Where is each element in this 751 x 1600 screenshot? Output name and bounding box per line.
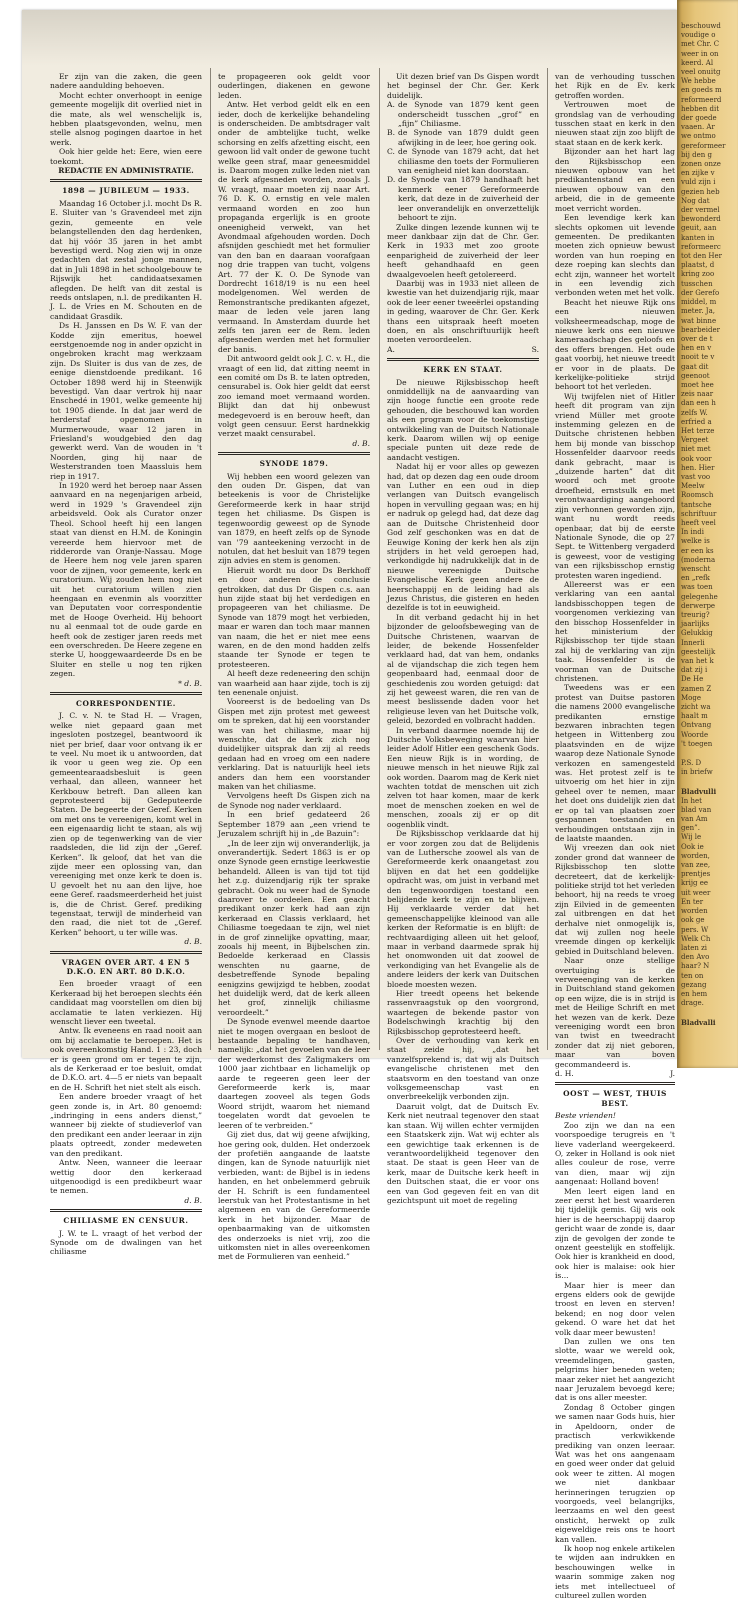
article-heading-chiliasme: CHILIASME EN CENSUUR.: [63, 1216, 189, 1226]
flap-line: tusschen: [681, 279, 713, 288]
adjacent-page-text: [681, 22, 751, 1028]
divider: [555, 1084, 675, 1085]
article-paragraph: In verband daarmee noemde hij de Duitsche Volksbeweging waarvan hier leider Adolf Hitler een geschenk Gods. Een nieuw Rijk is in wording, de nieuwe mensch in het nieuwe Rijk zal ook worden. Daarom mag de Kerk niet wachten totdat de menschen uit zich zelven tot haar komen, maar de kerk moet de menschen zoeken en wel de menschen, zooals zij er op dit oogenblik vindt.: [387, 725, 539, 829]
flap-line: Gelukkig: [681, 629, 713, 638]
newspaper-page: [22, 10, 677, 1600]
divider: [50, 179, 202, 180]
article-heading-kerk-en-staat: KERK EN STAAT.: [423, 365, 503, 375]
divider: [387, 358, 539, 359]
flap-line: weer in on: [681, 49, 719, 58]
flap-line: tot den Her: [681, 252, 723, 261]
flap-line: Ook ie: [681, 842, 704, 851]
article-paragraph: Ds H. Janssen en Ds W. F. van der Kodde zijn emeritus, hoewel eerstgenoemde nog in ander opzicht in ongebroken kracht mag werkzaam zijn. Ds Sluiter is dus van de zes, de eenige dienstdoende predikant. 16 October 1898 werd hij in Steenwijk bevestigd. Van daar vertrok hij naar Enschedé in 1901, welke gemeente hij tot 1905 diende. In dat jaar werd de herderstaf opgenomen in Murmerwoude, waar 12 jaren in Friesland's woudgebied den dag gewerkt werd. Van de wouden in 't Noorden, ging hij naar de Westerstranden toen Maassluis hem riep in 1917.: [50, 321, 202, 481]
flap-line: De He: [681, 675, 704, 684]
flap-line: over de t: [681, 334, 713, 343]
list-item-label: B.: [387, 128, 395, 138]
flap-line: in briefw: [681, 768, 713, 777]
flap-line: we ontmo: [681, 132, 716, 141]
flap-line: moet hee: [681, 380, 714, 389]
flap-line: schriftuur: [681, 509, 717, 518]
flap-line: en „refk: [681, 574, 710, 583]
article-paragraph: Vertrouwen moet de grondslag van de verhouding tusschen staat en kerk in den nieuwen staat zijn zoo blijft de staat staan en de kerk kerk.: [555, 100, 675, 147]
article-paragraph: Nadat hij er voor alles op gewezen had, dat op dezen dag een oude droom van Luther en een oud in diep verlangen van Duitsch evangelisch hopen in vervulling gegaan was; en hij er nadruk op gelegd had, dat deze dag aan de Duitsche Christenheid door God zelf geschonken was en dat de Eeuwige Koning der kerk hen als zijn strijders in het veld geroepen had, verkondigde hij nadrukkelijk dat in de nieuwe vereenigde Duitsche Evangelische Kerk geen andere de heerschappij en de leiding had als Jezus Christus, die gisteren en heden dezelfde is tot in eeuwigheid.: [387, 462, 539, 613]
article-paragraph: Hier treedt opeens het bekende rassenvraagstuk op den voorgrond, waartegen de bekende pastor von Bodelschwingh krachtig bij den Rijksbisschop geprotesteerd heeft.: [387, 989, 539, 1036]
article-paragraph: Dan zullen we ons ten slotte, waar we wereld ook, vreemdelingen, gasten, pelgrims hier beneden weten; maar zeker niet het aangezicht naar Jeruzalem bevoegd kere; dat is ons aller meester.: [555, 1337, 675, 1403]
article-paragraph: De Rijksbisschop verklaarde dat hij er voor zorgen zou dat de Belijdenis van de Luthersche zoowel als van de Gereformeerde kerk onaangetast zou blijven en dat het een goddelijke opdracht was, om juist in verband met den tegenwoordigen toestand een belijdende kerk te zijn en te blijven. Hij verklaarde verder dat het gemeenschappelijke kleinood van alle kerken der Reformatie is en blijft: de rechtvaardiging alleen uit het geloof, maar in verband daarmede sprak hij het onomwonden uit dat zoowel de verkondiging van het Evangelie als de andere leiders der kerk van Duitschen bloede moesten wezen.: [387, 829, 539, 989]
flap-line: jaarlijks: [681, 620, 710, 629]
article-paragraph: Men leert eigen land en zeer eerst het best waarderen bij tijdelijk gemis. Gij wis ook hier is de heerschappij daarop gericht waar de zonde is, daar zijn de gevolgen der zonde te onzent geestelijk en stoffelijk. Ook hier is krankheid en dood, ook hier is malaise: ook hier is...: [555, 1186, 675, 1281]
flap-line: zeis naar: [681, 390, 714, 399]
divider: [50, 694, 202, 695]
list-item-label: C.: [387, 147, 395, 157]
flap-line: keerd. Al: [681, 58, 714, 67]
flap-line: erfried a: [681, 417, 712, 426]
flap-line: wenscht: [681, 564, 711, 573]
intro-paragraph: Mocht echter onverhoopt in eenige gemeente mogelijk dit overlied niet in die mate, als wel wenschelijk is, hebben plaatsgevonden, welnu, men stelle alsnog pogingen daartoe in het werk.: [50, 90, 202, 147]
article-paragraph: Gij ziet dus, dat wij geene afwijking, hoe gering ook, dulden. Het onderzoek der profetiën aangaande de laatste dingen, kan de Synode natuurlijk niet verbieden, want: de Bijbel is in iedens handen, en het onbelemmerd gebruik der H. Schrift is een fundamenteel leerstuk van het Protestantisme in het algemeen en van de Gereformeerde kerk in het bijzonder. Maar de openbaarmaking van de uitkomsten des onderzoeks is niet vrij, zoo die uitkomsten niet in alles overeenkomen met de Formulieren van eenheid.”: [218, 1130, 370, 1262]
redactie-signature: REDACTIE EN ADMINISTRATIE.: [58, 166, 194, 176]
flap-line: den Avo: [681, 953, 710, 962]
flap-line: Welk Ch: [681, 934, 711, 943]
article-paragraph: Zulke dingen lezende kunnen wij te meer dankbaar zijn dat de Chr. Ger. Kerk in 1933 met zoo groote eenparigheid de zuiverheid der leer heeft gehandhaafd en geen dwaalgevoelen heeft getolereerd.: [387, 222, 539, 279]
flap-line: ten on: [681, 971, 704, 980]
column-4: [555, 72, 675, 1600]
flap-line: tantsche: [681, 500, 712, 509]
flap-line: vast voo: [681, 472, 711, 481]
flap-line: plaatst, d: [681, 261, 715, 270]
article-paragraph: te propageeren ook geldt voor ouderlingen, diakenen en gewone leden.: [218, 72, 370, 100]
flap-line: meter. Ja,: [681, 307, 715, 316]
flap-line: prentjes: [681, 870, 711, 879]
flap-line: gezien heb: [681, 187, 720, 196]
column-rule: [379, 68, 380, 1050]
flap-line: gaat dit: [681, 362, 709, 371]
flap-line: reformeerd: [681, 95, 722, 104]
article-paragraph: Dit antwoord geldt ook J. C. v. H., die vraagt of een lid, dat zitting neemt in een comité om Ds B. te laten optreden, censurabel is. Ook hier geldt dat eerst zoo iemand moet vermaand worden. Blijkt dan dat hij onbewust medegevoerd is en berouw heeft, dan volgt geen censuur. Eerst hardnekkig verzet maakt censurabel.: [218, 354, 370, 439]
points-list: [387, 100, 539, 222]
article-paragraph: Wij twijfelen niet of Hitler heeft dit program van zijn vriend Müller met groote instemming gelezen en de Duitsche christenen hebben hem bij monde van bisschop Hossenfelder daarvoor reeds dank gebracht, maar is „duizende harten” dat dit woord och met groote droefheid, ernstsulk en met verontwaardiging aangehoord zijn verhonnen geworden zijn, want nu wordt reeds openbaar, dat bij de eerste Nationale Synode, die op 27 Sept. te Wittenberg vergaderd is geweest, voor de vestiging van een rijksbisschop ernstig protesten waren ingediend.: [555, 391, 675, 580]
flap-line: In indi: [681, 528, 704, 537]
column-2: [218, 72, 370, 1262]
flap-line: hebben dit: [681, 104, 720, 113]
article-paragraph: Antw. Ik eveneens en raad nooit aan om bij acclamatie te beroepen. Het is ook overeenkomstig Hand. 1 : 23, doch er is geen grond om er tegen te zijn, als de Kerkeraad er toe besluit, omdat de D.K.O. art. 4—5 er niets van bepaalt en de H. Schrift het niet stelt als eisch.: [50, 1026, 202, 1092]
flap-line: nooit te v: [681, 353, 715, 362]
article-paragraph: In een brief gedateerd 26 September 1879 aan „een vriend te Jeruzalem schrijft hij in „de Bazuin”:: [218, 810, 370, 839]
flap-line: Het terze: [681, 426, 715, 435]
flap-line: Bladvulli: [681, 787, 717, 797]
flap-line: en hem: [681, 989, 708, 998]
flap-gap: [681, 1008, 751, 1018]
article-paragraph: „In de leer zijn wij onveranderlijk, ja onverandertijk. Sedert 1863 is er op onze Synode geen ernstige leerkwestie behandeld. Alleen is van tijd tot tijd het z.g. duizendjarig rijk ter sprake gebracht. Ook nu weer had de Synode daarover te oordeelen. Een geacht predikant onzer kerk had aan zijn kerkeraad en Classis verklaard, het Chiliasme toegedaan te zijn, wel niet in de grof zinnelijke opvatting, maar, zooals hij meent, in Bijbelschen zin. Bedoelde kerkeraad en Classis wenschten nu gaarne, de desbetreffende Synode bepaling eenigzins gewijzigd te hebben, zoodat het duidelijk werd, dat de kerk alleen het grof, zinnelijk chiliasme veroordeelt.”: [218, 838, 370, 1017]
article-paragraph: Wij hebben een woord gelezen van den ouden Dr. Gispen, dat van beteekenis is voor de Christelijke Gereformeerde kerk in haar strijd tegen het chiliasme. Ds Gispen is tegenwoordig geweest op de Synode van 1879, en heeft zelfs op de Synode van '79 aanteekening verzocht in de notulen, dat het besluit van 1879 tegen zijn advies en stem is genomen.: [218, 471, 370, 566]
flap-line: bearbeider: [681, 325, 720, 334]
flap-line: er een ks: [681, 546, 714, 555]
flap-line: geestelijk: [681, 647, 716, 656]
flap-line: van het k: [681, 657, 714, 666]
article-signature: [555, 1069, 675, 1078]
list-item-text: de Synode van 1879 handhaaft het kenmerk eener Gereformeerde kerk, dat deze in de zuiverheid der leer onverandelijk en onverzettelijk behoort te zijn.: [398, 175, 539, 223]
flap-line: ook ge: [681, 916, 705, 925]
flap-line: gereformeer: [681, 141, 726, 150]
flap-line: en goeds m: [681, 86, 722, 95]
flap-line: reformeerc: [681, 242, 721, 251]
flap-line: dan een h: [681, 399, 716, 408]
signature-left: A.: [387, 344, 395, 354]
list-item-text: de Synode van 1879 kent geen onderscheidt tusschen „grof” en „fijn” Chiliasme.: [398, 100, 539, 129]
article-heading-vragen: VRAGEN OVER ART. 4 EN 5 D.K.O. EN ART. 80 D.K.O.: [61, 957, 191, 976]
article-signature: d. B.: [352, 438, 370, 448]
list-item: [387, 128, 539, 147]
divider: [50, 953, 202, 954]
signature-left: d. H.: [555, 1069, 574, 1079]
flap-line: In het: [681, 796, 702, 805]
flap-line: haar? N: [681, 962, 710, 971]
article-paragraph: Maar hier is meer dan ergens elders ook de gewijde troost en leven en sterven! bekend; en nog door velen gekend. O ware het dat het volk daar meer bewusten!: [555, 1280, 675, 1337]
article-paragraph: Bijzonder aan het hart lag den Rijksbisschop een nieuwen opbouw van het predikantenstand en een nieuwen opbouw van den arbeid, die in de gemeente moet verricht worden.: [555, 147, 675, 213]
article-paragraph: Wij vreezen dan ook niet zonder grond dat wanneer de Rijksbisschop ten slotte decreteert, dat de kerkelijk-politieke strijd tot het verleden behoort, hij na reeds te vroeg zijn Eilvied in de gemeenten zal uitbrengen en dat het derhalve niet onmogelijk is, dat wij zullen nog heele vreemde dingen op kerkelijk gebied in Duitschland beleven.: [555, 843, 675, 956]
article-paragraph: Ik hoop nog enkele artikelen te wijden aan indrukken en beschouwingen welke in waarin sommige zaken nog iets met intellectueel of cultureel zullen worden: [555, 1543, 675, 1600]
flap-line: ook voor: [681, 454, 712, 463]
flap-line: laten zi: [681, 943, 708, 952]
flap-line: pers. W: [681, 925, 709, 934]
article-paragraph: In 1920 werd het beroep naar Assen aanvaard en na negenjarigen arbeid, werd in 1929 's Gravendeel zijn arbeidsveld. Ook als Curator onzer Theol. School heeft hij een langen staat van dienst en H.M. de Koningin vereerde hem hiervoor met de ridderorde van Oranje-Nassau. Moge de Heere hem nog vele jaren sparen voor de zijnen, voor gemeente, kerk en curatorium. Wij zouden hem nog niet uit het curatorium willen zien heengaan en evenmin als voorzitter van Deputaten voor correspondentie met de Hooge Overheid. Hij behoort nu al eenmaal tot de oude garde en heeft ook de zestiger jaren reeds met een overschreden. De Heere zegene en sterke U, hooggewaardeerde Ds en be Sluiter en stelle u nog ten rijken zegen.: [50, 481, 202, 679]
signature-right: S.: [531, 344, 539, 354]
flap-line: hen en v: [681, 344, 712, 353]
article-paragraph: Daarbij was in 1933 niet alleen de kwestie van het duizendjarig rijk, maar ook de leer eener tweeërlei opstanding in geding, waarover de Chr. Ger. Kerk thans een uitspraak heeft moeten doen, en als onschriftuurlijk heeft moeten veroordeelen.: [387, 278, 539, 345]
article-paragraph: Vervolgens heeft Ds Gispen zich na de Synode nog nader verklaard.: [218, 791, 370, 810]
flap-line: treurig?: [681, 611, 710, 619]
divider: [218, 454, 370, 455]
flap-gap: [681, 777, 751, 787]
flap-line: P.S. D: [681, 759, 702, 768]
column-rule: [547, 68, 548, 1050]
article-paragraph: van de verhouding tusschen het Rijk en de Ev. kerk getroffen worden.: [555, 72, 675, 100]
article-paragraph: Hieruit wordt nu door Ds Berkhoff en door anderen de conclusie getrokken, dat dus Dr Gispen c.s. aan hun zijde staat bij het verdedigen en propageeren van het chiliasme. De Synode van 1879 mogt het verbieden, maar er waren dan toch maar mannen van naam, die het er niet mee eens waren, en de den mond hadden zelfs staande ter Synode er tegen te protesteeren.: [218, 565, 370, 669]
flap-line: Moge: [681, 693, 702, 702]
article-signature: d. B.: [184, 1195, 202, 1205]
divider: [50, 1209, 202, 1210]
intro-paragraph: Ook hier gelde het: Eere, wien eere toekomt.: [50, 147, 202, 166]
flap-line: voudige o: [681, 31, 716, 40]
flap-line: Ontvang: [681, 721, 712, 730]
flap-line: (moderna: [681, 555, 716, 564]
article-paragraph: De nieuwe Rijksbisschop heeft onmiddellijk na de aanvaarding van zijn hooge functie een groote rede gehouden, die beschouwd kan worden als een program voor de toekomstige ontwikkeling van de Duitsch Nationale kerk. Daarom willen wij op eenige speciale punten uit deze rede de aandacht vestigen.: [387, 377, 539, 462]
flap-line: Vergeet: [681, 436, 709, 445]
flap-line: Innerli: [681, 638, 705, 647]
article-paragraph: Antw. Neen, wanneer die leeraar wettig door den kerkeraad uitgenoodigd is een predikbeurt waar te nemen.: [50, 1158, 202, 1196]
flap-line: Roomsch: [681, 491, 714, 500]
divider: [387, 360, 539, 361]
flap-line: middel, m: [681, 298, 717, 307]
article-paragraph: Een broeder vraagt of een Kerkeraad bij het beroepen slechts één candidaat mag voorstellen om dien bij acclamatie te laten verkiezen. Hij wenscht liever een tweetal.: [50, 979, 202, 1026]
flap-line: geuit, aan: [681, 224, 717, 233]
flap-line: heeft veel: [681, 518, 716, 527]
adjacent-page-flap: [677, 0, 738, 1068]
article-paragraph: Zondag 8 October gingen we samen naar Gods huis, hier in Apeldoorn, onder de practisch verkwikkende prediking van onzen leeraar. Wat was het ons aangenaam en goed weer onder dat geluid ook weer te zitten. Al mogen we niet dankbaar herinneringen terugzien op voorgoeds, veel belangrijks, leerzaams en wel den geest onsticht, herwekt op zulk eigeweldige reis ons te hoort kan vallen.: [555, 1402, 675, 1544]
article-signature: [387, 345, 539, 354]
divider: [50, 951, 202, 952]
flap-line: van zee,: [681, 861, 711, 870]
list-item-label: D.: [387, 175, 396, 185]
flap-line: met Chr. C: [681, 40, 720, 49]
article-signature: * d. B.: [178, 678, 202, 688]
list-item-label: A.: [387, 100, 395, 110]
article-paragraph: J. C. v. N. te Stad H. — Vragen, welke niet gepaard gaan met ingesloten postzegel, beantwoord ik niet per brief, daar voor ontvang ik er te veel. Nu moet ik u antwoorden, dat ik voor u geen weg zie. Op een gemeentearaadsbesluit is geen verhaal, dan alleen, wanneer het Kerkbouw betreft. Dan alleen kan geprotesteerd bij Gedeputeerde Staten. De begeerte der Geref. Kerken om met ons te vereenigen, komt wel in een eigenaardig licht te staan, als wij zien op de tegenwerking van de vier raadsleden, die lid zijn der „Geref. Kerken”. Ik geloof, dat het van die zijde meer een oplossing van, dan vereeniging met onze kerk te doen is. U gevoelt het nu aan den lijve, hoe eene Geref. raadsmeerderheid het juist is, die de Christ. Geref. prediking tegenstaat, terwijl de minderheid van den raad, die niet tot de „Geref. Kerken” behoort, u ter wille was.: [50, 711, 202, 937]
flap-line: worden: [681, 907, 708, 916]
flap-line: Woorde: [681, 730, 709, 739]
article-paragraph: Antw. Het verbod geldt elk en een ieder, doch de kerkelijke behandeling is onderscheiden. De ambtsdrager valt onder de ambtelijke tucht, welke schorsing en zelfs afzetting eischt, een gewoon lid valt onder de gewone tucht welke geen straf, maar geneesmiddel is. Daarom mogen zulke leden niet van de kerk afgesneden worden, zooals J. W. vraagt, maar moeten zij naar Art. 76 D. K. O. ernstig en vele malen vermaand worden en zoo hun propaganda ergerlijk is en groote oneenigheid verwekt, van het Avondmaal afgehouden worden. Doch afsnijden geschiedt met het formulier van den ban en daaraan voorafgaan nog drie trappen van tucht, volgens Art. 77 der K. O. De Synode van Dordrecht 1618/19 is nu een heel modelgenomen. Wel werden de Remonstrantsche predikanten afgezet, maar de leden vele jaren lang vermaand. In Amsterdam duurde het zelfs ten jaren eer de Rem. leden afgesneden werden met het formulier der banis.: [218, 100, 370, 354]
list-item-text: de Synode van 1879 acht, dat het chiliasme den toets der Formulieren van eenigheid niet kan doorstaan.: [398, 147, 539, 176]
article-paragraph: Tweedens was er een protest van Duitse pastoren die namens 2000 evangelische predikanten ernstige bezwaren inbrachten tegen hetgeen in Wittenberg zou plaatsvinden en de wijze waarop deze Nationale Synode verkozen en samengesteld was. Het protest zelf is te uitvoerig om het hier in zijn geheel over te nemen, maar het doet ons duidelijk zien dat er op tal van plaatsen zoer gespannen toestanden en verhoudingen ontstaan zijn in de laatste maanden.: [555, 683, 675, 843]
salutation: Beste vrienden!: [555, 1111, 616, 1121]
article-paragraph: De Synode evenwel meende daartoe niet te mogen overgaan en besloot de bestaande bepaling te handhaven, namelijk: „dat het gevoelen van de leer der wederkomst des Zaligmakers om 1000 jaar zichtbaar en lichamelijk op aarde te regeeren geen leer der Gereformeerde kerk is, maar daartegen zooveel als tegen Gods Woord strijdt, waarom het niemand toegelaten wordt dat gevoelen te leeren of te verbreiden.”: [218, 1017, 370, 1130]
article-signature: d. B.: [184, 937, 202, 947]
article-paragraph: Over de verhouding van kerk en staat zeide hij, „dat het vanzelfsprekend is, dat wij als Duitsch evangelische christenen met den staatsvorm en den toestand van onze volksgemeenschap vast en onverbreekelijk verbonden zijn.: [387, 1036, 539, 1102]
article-paragraph: Al heeft deze redeneering den schijn van waarheid aan haar zijde, toch is zij ten eenenale onjuist.: [218, 669, 370, 697]
flap-line: gelegenhe: [681, 592, 718, 601]
flap-line: der vermel: [681, 206, 720, 215]
list-item: [387, 147, 539, 175]
flap-line: En ter: [681, 897, 704, 906]
flap-line: haalt m: [681, 712, 708, 721]
flap-line: zamen Z: [681, 684, 712, 693]
list-item: [387, 175, 539, 222]
flap-line: geenoot: [681, 371, 710, 380]
flap-line: welke is: [681, 537, 710, 546]
article-paragraph: Uit dezen brief van Ds Gispen wordt het beginsel der Chr. Ger. Kerk duidelijk.: [387, 72, 539, 100]
flap-line: We hebbe: [681, 77, 716, 86]
intro-paragraph: Er zijn van die zaken, die geen nadere aandulding behoeven.: [50, 72, 202, 91]
flap-line: zicht wa: [681, 703, 711, 712]
flap-line: veel onuitg: [681, 68, 721, 77]
signature-right: J.: [670, 1069, 675, 1079]
article-paragraph: Beacht het nieuwe Rijk ons een nieuwen volksheermeadschap, moge de nieuwe kerk ons een nieuwe kameraadschap des geloofs en des offers brengen. Het oude gaat voorbij, het nieuwe treedt er voor in de plaats. De kerkelijke-politieke strijd behoort tot het verleden.: [555, 297, 675, 392]
divider: [218, 452, 370, 453]
flap-line: hen. Hier: [681, 463, 715, 472]
flap-line: der goede: [681, 114, 717, 123]
flap-line: Wij le: [681, 833, 702, 842]
list-item-text: de Synode van 1879 duldt geen afwijking in de leer, hoe gering ook.: [398, 128, 539, 147]
flap-line: kanten in: [681, 233, 715, 242]
article-paragraph: Een levendige kerk kan slechts opkomen uit levende gemeenten. De predikanten moeten zich opnieuw bewust worden van hun roeping en deze roeping kan slechts dan echt zijn, wanneer het wortelt in een levendig zich verbonden weten met het volk.: [555, 213, 675, 298]
flap-line: zonen onze: [681, 160, 721, 169]
flap-line: wat binne: [681, 316, 717, 325]
flap-line: was toen: [681, 583, 713, 592]
flap-line: beschouwd: [681, 22, 721, 30]
divider: [50, 1211, 202, 1212]
flap-line: vaaen. Ar: [681, 123, 715, 132]
column-1: [50, 72, 202, 1257]
flap-line: drage.: [681, 999, 704, 1008]
flap-line: bij den g: [681, 150, 712, 159]
flap-line: en zijke v: [681, 169, 715, 178]
flap-line: kring zoo: [681, 270, 715, 279]
flap-line: vuld zijn i: [681, 178, 716, 187]
article-paragraph: Daaruit volgt, dat de Duitsch Ev. Kerk niet neutraal tegenover den staat kan staan. Wij willen echter vermijden een Staatskerk zijn. Wat wij echter als een gewichtige taak erkennen is de verantwoordelijkheid tegenover den staat. De staat is geen Heer van de kerk, maar de Duitsche kerk heeft in den Duitschen staat, die er voor ons een van God gegeven feit en van dit gezichtspunt uit moet de regeling: [387, 1101, 539, 1205]
flap-line: van Am: [681, 815, 708, 824]
flap-line: bewonderd: [681, 215, 721, 224]
flap-line: Bladvalli: [681, 1018, 716, 1028]
flap-line: gezang: [681, 980, 707, 989]
article-paragraph: Allereerst was er een verklaring van een aantal landsbisschoppen tegen de voorgenomen verkiezing van den bisschop Hossenfelder in het ministerium der Rijksbisschop ter tijde staan zal hij de verklaring van zijn taak. Hossenfelder is de voorman van de Duitsche christenen.: [555, 579, 675, 683]
article-paragraph: J. W. te L. vraagt of het verbod der Synode om de dwalingen van het chiliasme: [50, 1228, 202, 1257]
flap-line: blad van: [681, 805, 712, 814]
article-heading-synode: SYNODE 1879.: [259, 459, 329, 469]
article-heading-oost-west: OOST — WEST, THUIS BEST.: [563, 1089, 667, 1108]
list-item: [387, 100, 539, 128]
column-rule: [210, 68, 211, 1050]
flap-gap: [681, 749, 751, 759]
flap-line: niet met: [681, 445, 711, 454]
article-paragraph: Maandag 16 October j.l. mocht Ds R. E. Sluiter van 's Gravendeel met zijn gezin, gemeente en vele belangstellenden den dag herdenken, dat hij vóór 35 jaren in het ambt bevestigd werd. Nog zien wij in onze gedachten dat zestal jonge mannen, dat in Juli 1898 in het schoolgebouw te Rijswijk het candidaatsexamen aflegden. De helft van dit zestal is reeds ontslapen, n.l. de predikanten H. J. L. de Vries en M. Schouten en de candidaat Grasdik.: [50, 198, 202, 321]
divider: [50, 692, 202, 693]
flap-line: krijg ee: [681, 879, 708, 888]
flap-line: derwerpe: [681, 601, 716, 610]
column-3: [387, 72, 539, 1205]
article-paragraph: Zoo zijn we dan na een voorspoedige terugreis en 't lieve vaderland weergekeerd. O, zeker in Holland is ook niet alles couleur de rose, verre van dien, maar wij zijn aangenaat: Holland boven!: [555, 1120, 675, 1187]
article-heading-correspondentie: CORRESPONDENTIE.: [76, 699, 176, 708]
flap-line: Meelw: [681, 482, 705, 491]
divider: [50, 181, 202, 182]
flap-line: worden,: [681, 851, 710, 860]
article-paragraph: Vooreerst is de bedoeling van Ds Gispen met zijn protest met geweest om te spreken, dat hij een voorstander was van het chiliasme, maar hij wenschte, dat de kerk zich nog duidelijker uitsprak dan zij al reeds gedaan had en vroeg om een nadere verklaring. Dat is natuurlijk heel iets anders dan hem een voorstander maken van het chiliasme.: [218, 697, 370, 792]
flap-line: 't toegen: [681, 739, 713, 748]
article-heading-jubileum: 1898 — JUBILEUM — 1933.: [62, 186, 190, 196]
divider: [555, 1082, 675, 1083]
flap-line: uit weer: [681, 888, 711, 897]
flap-line: Nog dat: [681, 196, 710, 205]
flap-line: dat zij i: [681, 666, 708, 675]
flap-line: der Gerefo: [681, 288, 720, 297]
flap-line: gen”.: [681, 824, 700, 833]
article-paragraph: Een andere broeder vraagt of het geen zonde is, in Art. 80 genoemd: „indringing in eens anders dienst,” wanneer bij ziekte of studieverlof van den predikant een ander leeraar in zijn plaats optreedt, zonder medeweten van den predikant.: [50, 1092, 202, 1158]
article-paragraph: Naar onze stellige overtuiging is de verweeenging van de kerken in Duitschland stand gekomen op een wijze, die is in strijd is met de Heilige Schrift en met het wezen van de kerk. Deze vereeniging wordt een bron van twist en tweedracht zonder dat zij niet geboren, maar van boven gecommandeerd is.: [555, 956, 675, 1069]
flap-line: zelfs W.: [681, 408, 708, 417]
article-paragraph: In dit verband gedacht hij in het bijzonder de geloofsbeweging van de Duitsche Christenen, waarvan de leider, de bekende Hossenfelder verklaard had, dat van hem, ondanks al de vijandschap die zich tegen hem geopenbaard had, eenmaal door de geschiedenis zou worden getuigd: dat zij het geweest waren, die ren van de meest beslissende daden voor het religieuse leven van het Duitsche volk, geleid, bezorded en volbracht hadden.: [387, 612, 539, 726]
